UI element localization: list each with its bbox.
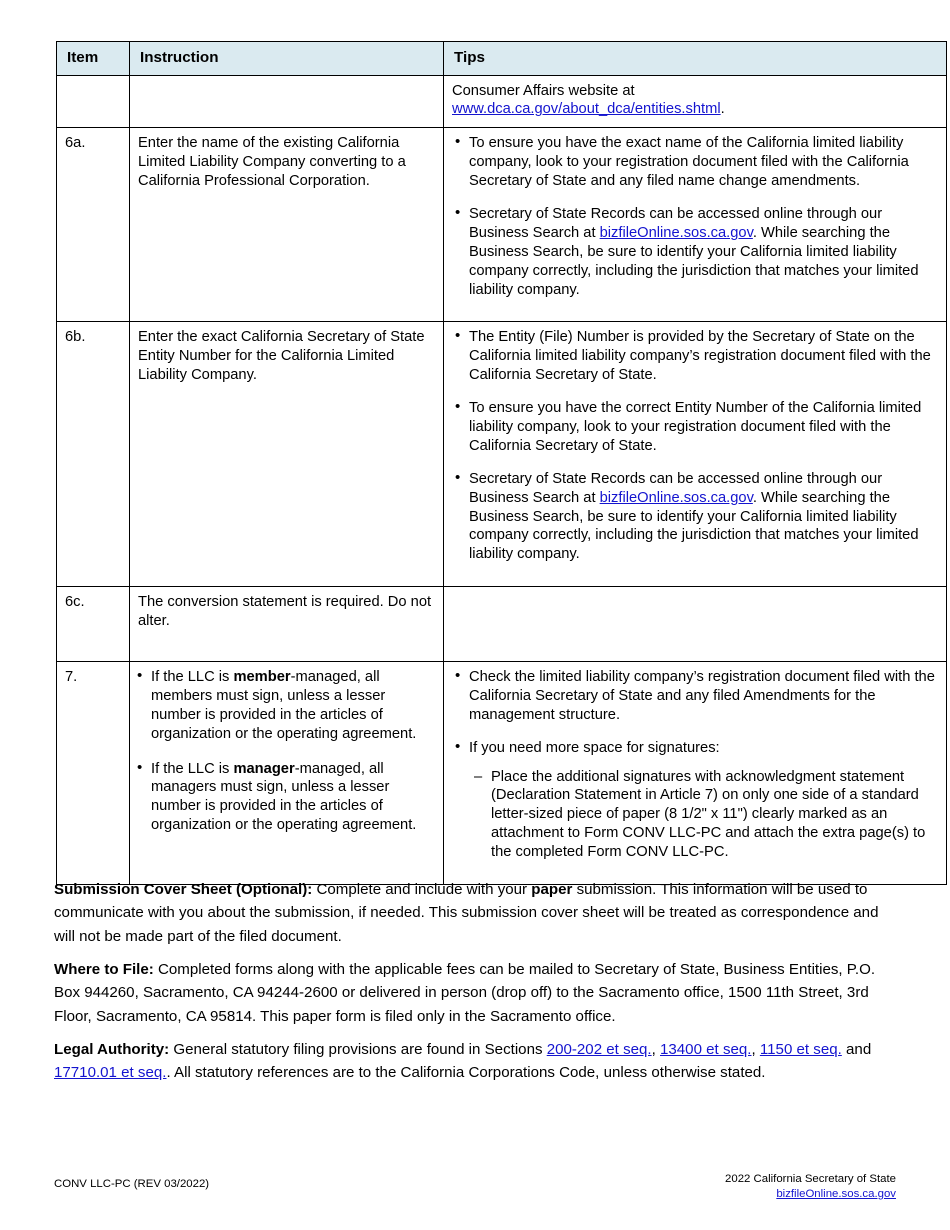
instruction-cell	[130, 75, 444, 128]
list-item	[151, 668, 435, 744]
item-number-cell: 6a.	[57, 128, 130, 322]
tips-cell	[444, 128, 947, 322]
legal-authority-intro: General statutory filing provisions are found in Sections	[169, 1041, 547, 1058]
bullet-bold-word: member	[233, 669, 291, 686]
instruction-cell: Enter the name of the existing California Limited Liability Company converting to a California Professional Corporation.	[130, 128, 444, 322]
list-item-label: If you need more space for signatures:	[469, 739, 720, 756]
footer-agency-name: 2022 California Secretary of State	[725, 1173, 896, 1185]
instruction-bullet-list	[134, 668, 435, 835]
list-item: • Check the limited liability company’s registration document filed with the California Secretary of State and any filed Amendments for the management structure.	[469, 668, 938, 725]
column-header-instruction: Instruction	[130, 42, 444, 76]
item-number-cell: 6c.	[57, 587, 130, 662]
legal-authority-paragraph	[54, 1038, 899, 1085]
instruction-cell: The conversion statement is required. Do not alter.	[130, 587, 444, 662]
tips-sub-list	[469, 768, 938, 862]
statute-link-13400[interactable]: 13400 et seq.	[660, 1041, 752, 1058]
column-header-tips: Tips	[444, 42, 947, 76]
tips-bullet-list	[452, 668, 938, 862]
legal-authority-heading: Legal Authority:	[54, 1041, 170, 1058]
tips-cell	[444, 587, 947, 662]
continuation-line-1: Consumer Affairs website at	[452, 82, 635, 99]
bullet-text-before-bold: If the LLC is	[151, 669, 234, 686]
list-item: • To ensure you have the correct Entity Number of the California limited liability company, look to your registration document filed with the California Secretary of State.	[469, 399, 938, 456]
tip-text-before-link: Secretary of State Records can be accessed online through our Business Search at	[469, 205, 883, 241]
submission-text-1: Complete and include with your	[312, 881, 532, 898]
where-to-file-heading: Where to File:	[54, 961, 154, 978]
bullet-bold-word: manager	[233, 760, 295, 777]
bullet-text-after-bold: -managed, all managers must sign, unless a lesser number is provided in the articles of organization or the operating agreement.	[151, 760, 417, 834]
list-item: • To ensure you have the exact name of the California limited liability company, look to your registration document filed with the California Secretary of State and any filed name change amendments.	[469, 134, 938, 191]
list-item	[151, 760, 435, 836]
where-to-file-text: Completed forms along with the applicable fees can be mailed to Secretary of State, Business Entities, P.O. Box 944260, Sacramento, CA 94244-2600 or delivered in person (drop off) to the Sacramento office, 1500 11th Street, 3rd Floor, Sacramento, CA 95814. This paper form is filed only in the Sacramento office.	[54, 961, 876, 1025]
list-item	[469, 739, 938, 862]
legal-separator-1: ,	[651, 1041, 660, 1058]
dca-website-link[interactable]: www.dca.ca.gov/about_dca/entities.shtml	[452, 101, 721, 118]
footer-agency-block	[725, 1172, 896, 1202]
continuation-period: .	[720, 101, 725, 118]
submission-cover-sheet-paragraph	[54, 878, 899, 948]
tip-text-after-link: . While searching the Business Search, be sure to identify your California limited liability company correctly, including the jurisdiction that matches your limited liability company.	[469, 489, 919, 563]
item-number-cell	[57, 75, 130, 128]
list-item: • The Entity (File) Number is provided by the Secretary of State on the California limited liability company’s registration document filed with the California Secretary of State.	[469, 328, 938, 385]
table-row	[57, 322, 947, 587]
table-row	[57, 587, 947, 662]
tips-cell	[444, 662, 947, 885]
instruction-cell	[130, 662, 444, 885]
bizfile-online-link[interactable]: bizfileOnline.sos.ca.gov	[599, 224, 753, 241]
tip-text-after-link: . While searching the Business Search, be sure to identify your California limited liability company correctly, including the jurisdiction that matches your limited liability company.	[469, 224, 919, 298]
list-item: – Place the additional signatures with acknowledgment statement (Declaration Statement in Article 7) on only one side of a standard letter-sized piece of paper (8 1/2" x 11") clearly marked as an attachment to Form CONV LLC-PC and attach the extra page(s) to the completed Form CONV LLC-PC.	[491, 768, 938, 862]
submission-heading: Submission Cover Sheet (Optional):	[54, 881, 313, 898]
item-number-cell: 6b.	[57, 322, 130, 587]
statute-link-200-202[interactable]: 200-202 et seq.	[546, 1041, 652, 1058]
list-item	[469, 205, 938, 299]
table-row	[57, 662, 947, 885]
footer-bizfile-link[interactable]: bizfileOnline.sos.ca.gov	[776, 1188, 896, 1201]
table-body	[57, 75, 947, 885]
column-header-item: Item	[57, 42, 130, 76]
legal-authority-outro: . All statutory references are to the California Corporations Code, unless otherwise stated.	[166, 1064, 766, 1082]
bullet-text-after-bold: -managed, all members must sign, unless a lesser number is provided in the articles of organization or the operating agreement.	[151, 669, 417, 742]
instructions-table	[56, 41, 947, 885]
table-header	[57, 42, 947, 76]
legal-separator-3: and	[841, 1041, 872, 1058]
where-to-file-paragraph	[54, 958, 899, 1028]
legal-separator-2: ,	[751, 1041, 760, 1058]
footer-form-code: CONV LLC-PC (REV 03/2022)	[54, 1178, 210, 1190]
tips-bullet-list	[452, 328, 938, 564]
bullet-text-before-bold: If the LLC is	[151, 760, 234, 777]
tips-cell	[444, 322, 947, 587]
statute-link-17710[interactable]: 17710.01 et seq.	[54, 1064, 167, 1082]
submission-bold-word: paper	[531, 881, 573, 898]
table-row	[57, 75, 947, 128]
tips-continuation-text	[452, 82, 938, 120]
tips-cell	[444, 75, 947, 128]
submission-text-2: submission. This information will be used to communicate with you about the submission, if needed. This submission cover sheet will be treated as correspondence and will not be made part of the filed document.	[54, 881, 879, 945]
instruction-cell: Enter the exact California Secretary of State Entity Number for the California Limited Liability Company.	[130, 322, 444, 587]
table-header-row	[57, 42, 947, 76]
list-item	[469, 470, 938, 564]
tip-text-before-link: Secretary of State Records can be accessed online through our Business Search at	[469, 470, 883, 506]
bizfile-online-link[interactable]: bizfileOnline.sos.ca.gov	[599, 489, 753, 506]
item-number-cell: 7.	[57, 662, 130, 885]
tips-bullet-list	[452, 134, 938, 299]
statute-link-1150[interactable]: 1150 et seq.	[759, 1041, 842, 1058]
table-row	[57, 128, 947, 322]
